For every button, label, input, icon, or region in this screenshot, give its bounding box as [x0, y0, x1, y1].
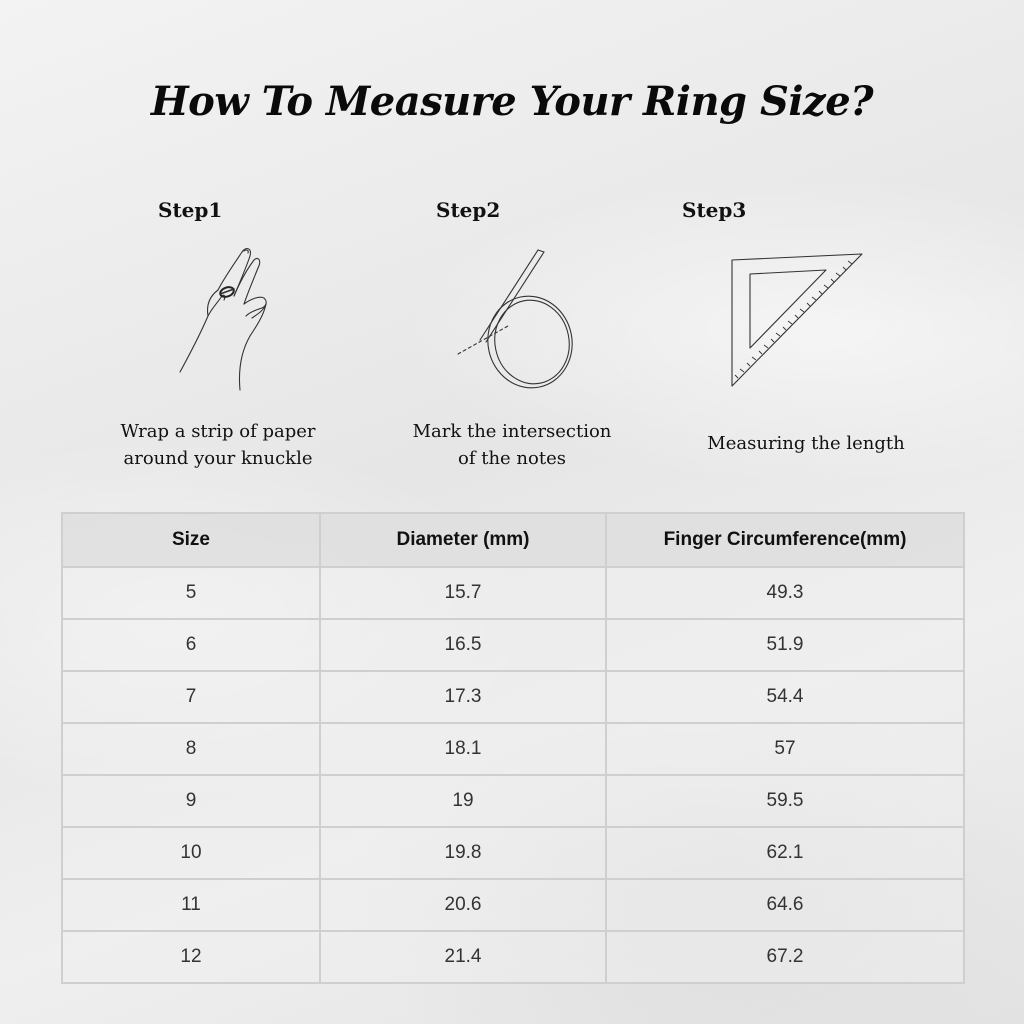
table-row: [62, 827, 964, 879]
table-row: [62, 567, 964, 619]
cell-size: 10: [62, 827, 320, 879]
table-row: [62, 879, 964, 931]
cell-circumference: 67.2: [606, 931, 964, 983]
header-circumference: Finger Circumference(mm): [606, 513, 964, 567]
table-row: [62, 931, 964, 983]
table-row: [62, 723, 964, 775]
cell-circumference: 49.3: [606, 567, 964, 619]
cell-size: 11: [62, 879, 320, 931]
step2-description: [362, 418, 662, 472]
cell-size: 8: [62, 723, 320, 775]
cell-circumference: 54.4: [606, 671, 964, 723]
step1-desc-line2: around your knuckle: [123, 448, 313, 469]
cell-diameter: 16.5: [320, 619, 606, 671]
table-header-row: [62, 513, 964, 567]
cell-size: 5: [62, 567, 320, 619]
cell-circumference: 57: [606, 723, 964, 775]
step3-description: [656, 430, 956, 457]
step2-desc-line2: of the notes: [458, 448, 566, 469]
cell-diameter: 20.6: [320, 879, 606, 931]
paper-strip-loop-icon: [452, 244, 582, 394]
header-size: Size: [62, 513, 320, 567]
cell-size: 9: [62, 775, 320, 827]
cell-diameter: 21.4: [320, 931, 606, 983]
cell-circumference: 59.5: [606, 775, 964, 827]
cell-diameter: 17.3: [320, 671, 606, 723]
set-square-ruler-icon: [724, 248, 866, 390]
table-row: [62, 775, 964, 827]
step2-desc-line1: Mark the intersection: [412, 421, 612, 442]
cell-size: 12: [62, 931, 320, 983]
step3-label: Step3: [682, 198, 747, 222]
step1-desc-line1: Wrap a strip of paper: [120, 421, 316, 442]
cell-diameter: 18.1: [320, 723, 606, 775]
table-row: [62, 671, 964, 723]
cell-circumference: 51.9: [606, 619, 964, 671]
cell-circumference: 62.1: [606, 827, 964, 879]
table-row: [62, 619, 964, 671]
cell-size: 7: [62, 671, 320, 723]
cell-diameter: 19.8: [320, 827, 606, 879]
ring-size-table: [61, 512, 965, 984]
step3-desc-line1: Measuring the length: [707, 433, 905, 454]
cell-size: 6: [62, 619, 320, 671]
step1-description: [68, 418, 368, 472]
cell-diameter: 19: [320, 775, 606, 827]
page-title: How To Measure Your Ring Size?: [150, 78, 874, 125]
step2-label: Step2: [436, 198, 501, 222]
hand-with-ring-icon: [168, 238, 280, 398]
step1-label: Step1: [158, 198, 223, 222]
header-diameter: Diameter (mm): [320, 513, 606, 567]
cell-diameter: 15.7: [320, 567, 606, 619]
cell-circumference: 64.6: [606, 879, 964, 931]
